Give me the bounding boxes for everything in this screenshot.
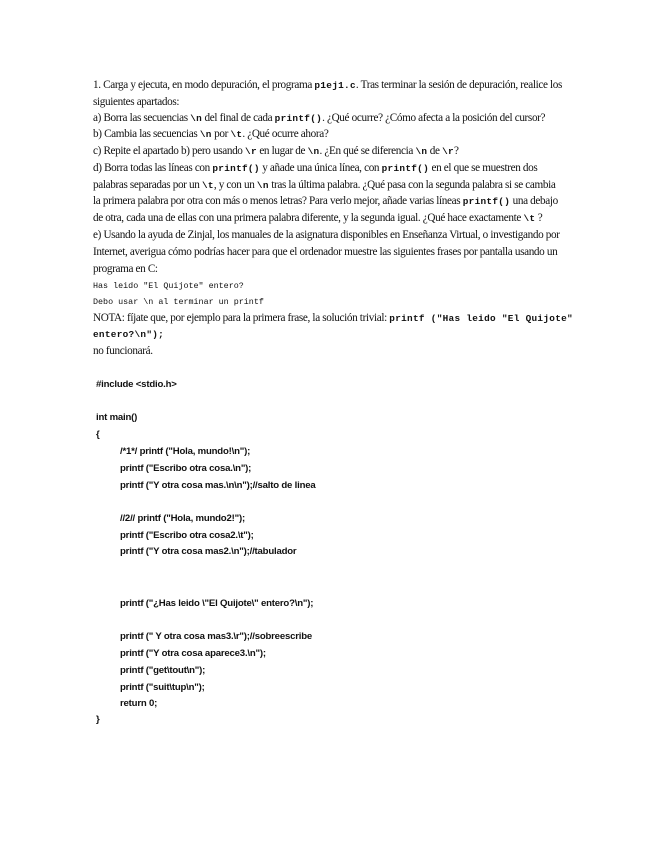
exercise-text-line [93, 263, 158, 275]
text-segment: de otra, cada una de ellas con una primera palabra diferente, y la segunda igual. ¿Qué hace exactamente [93, 212, 524, 224]
exercise-text-line [93, 328, 164, 340]
text-segment: 1. Carga y ejecuta, en modo depuración, el programa [93, 79, 315, 91]
text-segment: , y con un [213, 179, 257, 191]
code-snippet: \r [442, 146, 454, 157]
text-segment: por [211, 128, 231, 140]
text-segment: la primera palabra por otra con más o menos letras? Para verlo mejor, añade varias líneas [93, 195, 463, 207]
code-snippet: \n [256, 180, 269, 191]
code-line: int main() [96, 412, 138, 423]
text-segment: ? [535, 212, 543, 224]
code-snippet: printf() [381, 163, 430, 174]
code-snippet: \r [245, 146, 257, 157]
code-line: printf ("get\tout\n"); [120, 665, 206, 676]
text-segment: . ¿Qué ocurre? ¿Cómo afecta a la posición del cursor? [322, 112, 546, 124]
code-line: { [96, 429, 100, 440]
code-snippet: \n [307, 146, 320, 157]
code-snippet: \n [415, 146, 428, 157]
text-segment: . Tras terminar la sesión de depuración, realice los [355, 79, 563, 91]
code-line: #include <stdio.h> [96, 379, 177, 390]
exercise-text-line [93, 281, 244, 291]
code-line: printf ("suit\tup\n"); [120, 682, 205, 693]
text-segment: ? [453, 145, 459, 157]
text-segment: una debajo [510, 195, 558, 207]
code-snippet: Debo usar \n al terminar un printf [93, 297, 264, 307]
code-snippet: \t [230, 129, 243, 140]
code-snippet: printf() [462, 196, 511, 207]
code-line: return 0; [120, 698, 158, 709]
exercise-text-line [93, 212, 542, 224]
code-line: printf ("Y otra cosa mas2.\n");//tabulador [120, 546, 297, 557]
exercise-text-line [93, 179, 556, 191]
text-segment: y añade una única línea, con [259, 162, 382, 174]
code-snippet: printf() [274, 113, 323, 124]
text-segment: en el que se muestren dos [429, 162, 538, 174]
text-segment: c) Repite el apartado b) pero usando [93, 145, 246, 157]
exercise-text-line [93, 195, 558, 207]
exercise-text-line [93, 345, 153, 357]
code-line: printf ("Y otra cosa mas.\n\n");//salto de linea [120, 480, 316, 491]
code-snippet: \n [199, 129, 212, 140]
code-line: printf ("¿Has leido \"El Quijote\" entero?\n"); [120, 598, 314, 609]
code-snippet: \t [201, 180, 214, 191]
text-segment: en lugar de [256, 145, 308, 157]
text-segment: no funcionará. [93, 345, 153, 357]
text-segment: d) Borra todas las líneas con [93, 162, 213, 174]
code-line: /*1*/ printf ("Hola, mundo!\n"); [120, 446, 251, 457]
code-snippet: p1ej1.c [314, 80, 356, 91]
exercise-text-line [93, 229, 560, 241]
code-snippet: Has leido "El Quijote" entero? [93, 281, 244, 291]
text-segment: de [427, 145, 443, 157]
code-snippet: printf ("Has leido "El Quijote" [389, 313, 573, 324]
code-line: printf ("Escribo otra cosa.\n"); [120, 463, 252, 474]
text-segment: e) Usando la ayuda de Zinjal, los manuales de la asignatura disponibles en Enseñanza Virtual, o investigando por [93, 229, 560, 241]
text-segment: a) Borra las secuencias [93, 112, 191, 124]
text-segment: del final de cada [202, 112, 275, 124]
exercise-text-line [93, 162, 537, 174]
exercise-text-line [93, 297, 264, 307]
code-snippet: printf() [212, 163, 260, 174]
code-line: printf ("Escribo otra cosa2.\t"); [120, 530, 254, 541]
code-snippet: \t [523, 213, 536, 224]
exercise-text-line [93, 128, 328, 140]
exercise-text-line [93, 112, 545, 124]
exercise-text-line [93, 246, 557, 258]
code-snippet: entero?\n"); [93, 329, 165, 340]
text-segment: palabras separadas por un [93, 179, 202, 191]
text-segment: . ¿Qué ocurre ahora? [242, 128, 329, 140]
text-segment: programa en C: [93, 263, 158, 275]
text-segment: siguientes apartados: [93, 96, 180, 108]
text-segment: NOTA: fíjate que, por ejemplo para la primera frase, la solución trivial: [93, 312, 390, 324]
exercise-text-line [93, 79, 562, 91]
text-segment: tras la última palabra. ¿Qué pasa con la segunda palabra si se cambia [268, 179, 556, 191]
code-line: } [96, 714, 100, 725]
exercise-text-line [93, 145, 459, 157]
exercise-text-line [93, 96, 179, 108]
exercise-text-line [93, 312, 573, 324]
text-segment: Internet, averigua cómo podrías hacer para que el ordenador muestre las siguientes frases por pantalla usando un [93, 246, 558, 258]
code-snippet: \n [190, 113, 203, 124]
code-line: //2// printf ("Hola, mundo2!"); [120, 513, 245, 524]
code-line: printf ("Y otra cosa aparece3.\n"); [120, 648, 266, 659]
text-segment: b) Cambia las secuencias [93, 128, 200, 140]
text-segment: . ¿En qué se diferencia [319, 145, 416, 157]
code-line: printf (" Y otra cosa mas3.\r");//sobreescribe [120, 631, 313, 642]
